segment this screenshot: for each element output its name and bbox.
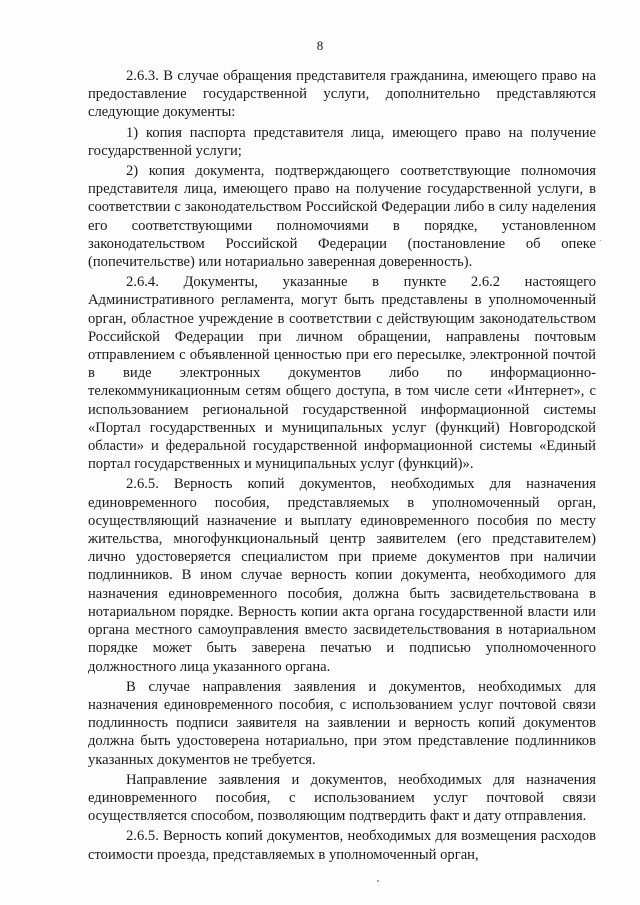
paragraph-postal-method: Направление заявления и документов, необходимых для назначения единовременного пособия, с использованием услуг почтовой связи осуществляется способом, позволяющим подтвердить факт и дату отправления. [88,771,596,825]
list-item-2: 2) копия документа, подтверждающего соответствующие полномочия представителя лица, имеющего право на получение государственной услуги, в соответствии с законодательством Российской Федерации либо в силу наделения его соответствующими полномочиями в порядке, установленном законодательством Российской Федерации (постановление об опеке (попечительстве) или нотариально заверенная доверенность). [88,163,596,271]
paragraph-2-6-5: 2.6.5. Верность копий документов, необходимых для назначения единовременного пособия, представляемых в уполномоченный орган, осуществляющий назначение и выплату единовременного пособия по месту жительства, многофункциональный центр заявителем (его представителем) лично удостоверяется специалистом при приеме документов при наличии подлинников. В ином случае верность копии документа, необходимого для назначения единовременного пособия, должна быть засвидетельствована в нотариальном порядке. Верность копии акта органа государственной власти или органа местного самоуправления вместо засвидетельствования в нотариальном порядке может быть заверена печатью и подписью уполномоченного должностного лица указанного органа. [88,476,596,675]
document-body [88,67,596,866]
paragraph-2-6-4: 2.6.4. Документы, указанные в пункте 2.6.2 настоящего Административного регламента, могут быть представлены в уполномоченный орган, областное учреждение в соответствии с действующим законодательством Российской Федерации при личном обращении, направлены почтовым отправлением с объявленной ценностью при его пересылке, электронной почтой в виде электронных документов либо по информационно-телекоммуникационным сетям общего доступа, в том числе сети «Интернет», с использованием региональной государственной информационной системы «Портал государственных и муниципальных услуг (функций) Новгородской области» и федеральной государственной информационной системы «Единый портал государственных и муниципальных услуг (функций)». [88,274,596,473]
paragraph-2-6-5-travel: 2.6.5. Верность копий документов, необходимых для возмещения расходов стоимости проезда, представляемых в уполномоченный орган, [88,828,596,863]
paragraph-2-6-3: 2.6.3. В случае обращения представителя гражданина, имеющего право на предоставление государственной услуги, дополнительно представляются следующие документы: [88,68,596,121]
scan-speck [600,240,601,241]
scan-speck [377,880,379,882]
paragraph-postal-submission: В случае направления заявления и документов, необходимых для назначения единовременного пособия, с использованием услуг почтовой связи подлинность подписи заявителя на заявлении и верность копий документов должна быть удостоверена нотариально, при этом представление подлинников указанных документов не требуется. [88,678,596,768]
page-number: 8 [316,38,324,53]
list-item-1: 1) копия паспорта представителя лица, имеющего право на получение государственной услуги; [88,124,596,159]
